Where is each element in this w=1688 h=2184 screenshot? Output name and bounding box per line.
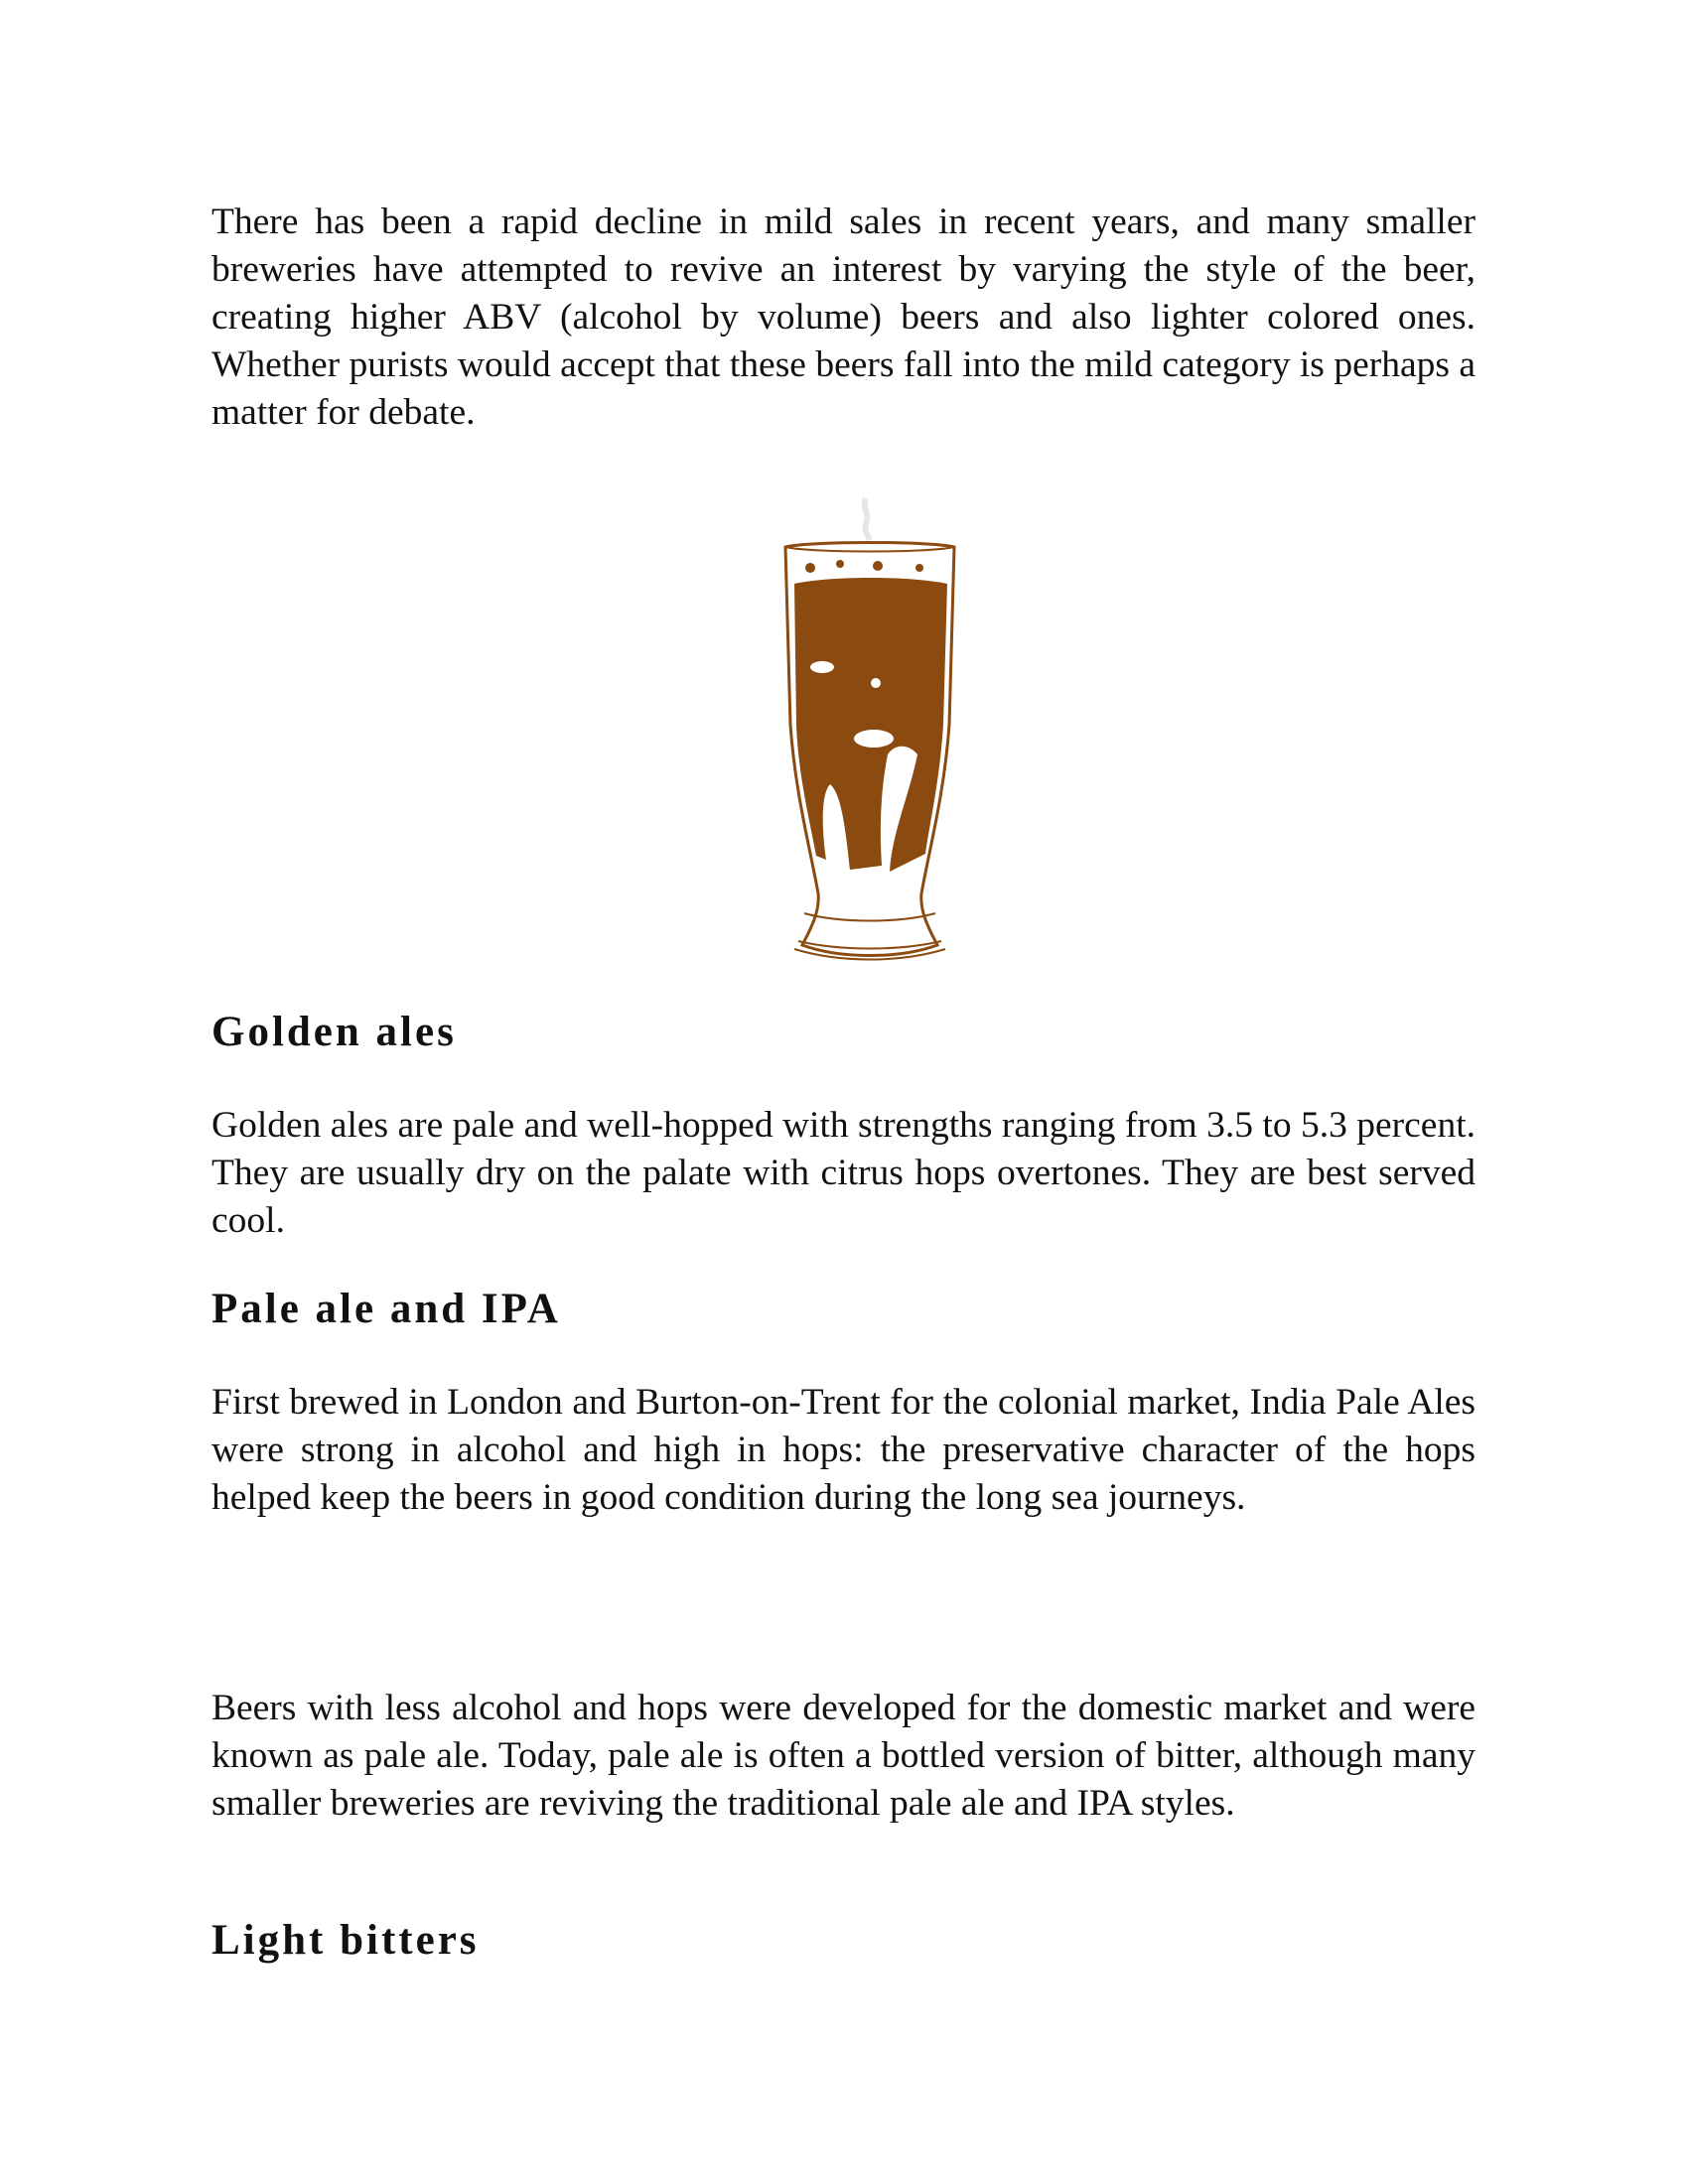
heading-golden-ales: Golden ales [211, 1009, 457, 1055]
intro-paragraph: There has been a rapid decline in mild sales in recent years, and many smaller breweries have attempted to revive an interest by varying the style of the beer, creating higher ABV (alcohol by volume) beers and also lighter colored ones. Whether purists would accept that these beers fall into the mild category is perhaps a matter for debate. [211, 202, 1476, 433]
heading-pale-ale-ipa: Pale ale and IPA [211, 1286, 561, 1332]
beer-glass-icon [771, 496, 969, 963]
golden-ales-paragraph: Golden ales are pale and well-hopped with strengths ranging from 3.5 to 5.3 percent. They are usually dry on the palate with citrus hops overtones. They are best served cool. [211, 1105, 1476, 1241]
pale-ale-paragraph-2: Beers with less alcohol and hops were developed for the domestic market and were known as pale ale. Today, pale ale is often a bottled version of bitter, although many smaller breweries are reviving the traditional pale ale and IPA styles. [211, 1688, 1476, 1824]
pale-ale-paragraph-1: First brewed in London and Burton-on-Trent for the colonial market, India Pale Ales were strong in alcohol and high in hops: the preservative character of the hops helped keep the beers in good condition during the long sea journeys. [211, 1382, 1476, 1518]
heading-light-bitters: Light bitters [211, 1917, 480, 1964]
